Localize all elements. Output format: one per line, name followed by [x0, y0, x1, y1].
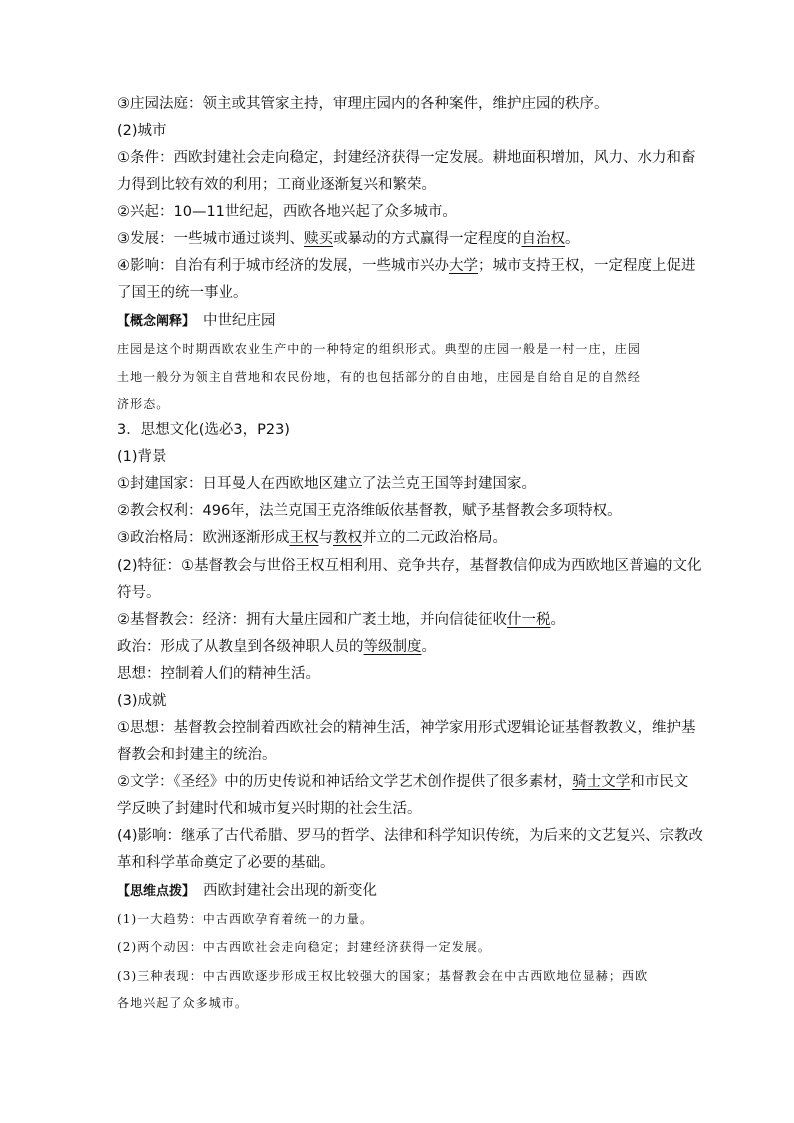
text-span: ③政治格局：欧洲逐渐形成 [117, 530, 290, 546]
text-span: 。 [565, 231, 580, 247]
concept-title: 中世纪庄园 [203, 313, 276, 329]
text-span: ；城市支持王权，一定程度上促进 [478, 258, 696, 274]
concept-text-line-2: 土地一般分为领主自营地和农民份地，有的也包括部分的自由地，庄园是自给自足的自然经 [117, 370, 642, 384]
thinking-point-2: (2)两个动因：中古西欧社会走向稳定；封建经济获得一定发展。 [117, 940, 492, 954]
underlined-term: 王权 [289, 530, 319, 546]
text-span: 与 [318, 530, 333, 546]
thought-heading: 3．思想文化(选必3，P23) [117, 422, 290, 438]
text-span: 政治：形成了从教皇到各级神职人员的 [117, 639, 364, 655]
achievement-literature-line-1 [117, 772, 688, 792]
text-span: ②基督教会：经济：拥有大量庄园和广袤土地，并向信徒征收 [117, 612, 507, 628]
background-line-2: ②教会权利：496年，法兰克国王克洛维皈依基督教，赋予基督教会多项特权。 [117, 503, 622, 519]
city-heading: (2)城市 [117, 123, 167, 139]
text-span: 或暴动的方式赢得一定程度的 [333, 231, 522, 247]
text-span: ②文学：《圣经》中的历史传说和神话给文学艺术创作提供了很多素材， [117, 774, 573, 790]
text-span: 。 [421, 639, 436, 655]
text-span: 和市民文 [630, 774, 689, 790]
city-influence-line-2: 了国王的统一事业。 [117, 285, 248, 301]
text-span: ④影响：自治有利于城市经济的发展，一些城市兴办 [117, 258, 449, 274]
thinking-point-3-line-2: 各地兴起了众多城市。 [117, 996, 249, 1010]
achievement-thought-line-1: ①思想：基督教会控制着西欧社会的精神生活，神学家用形式逻辑论证基督教教义，维护基 [117, 720, 696, 736]
concept-text-line-3: 济形态。 [117, 397, 170, 411]
city-development-line [117, 229, 580, 249]
achievement-literature-line-2: 学反映了封建时代和城市复兴时期的社会生活。 [117, 801, 422, 817]
thinking-point-1: (1)一大趋势：中古西欧孕育着统一的力量。 [117, 912, 374, 926]
church-thought-line: 思想：控制着人们的精神生活。 [117, 666, 320, 682]
city-rise-line: ②兴起：10—11世纪起，西欧各地兴起了众多城市。 [117, 204, 457, 220]
underlined-term: 赎买 [304, 231, 333, 247]
church-economy-line [117, 610, 565, 630]
concept-text-line-1: 庄园是这个时期西欧农业生产中的一种特定的组织形式。典型的庄园一般是一村一庄，庄园 [117, 342, 642, 356]
text-span: ③发展：一些城市通过谈判、 [117, 231, 304, 247]
impact-line-1: (4)影响：继承了古代希腊、罗马的哲学、法律和科学知识传统，为后来的文艺复兴、宗教改 [117, 828, 704, 844]
thinking-point-3-line-1: (3)三种表现：中古西欧逐步形成王权比较强大的国家；基督教会在中古西欧地位显赫；西欧 [117, 969, 649, 983]
background-line-3 [117, 528, 507, 548]
concept-tag: 【概念阐释】 [117, 314, 196, 329]
achievement-thought-line-2: 督教会和封建主的统治。 [117, 747, 277, 763]
impact-line-2: 革和科学革命奠定了必要的基础。 [117, 855, 335, 871]
background-heading: (1)背景 [117, 449, 167, 465]
background-line-1: ①封建国家：日耳曼人在西欧地区建立了法兰克王国等封建国家。 [117, 476, 536, 492]
thinking-tag: 【思维点拨】 [117, 884, 196, 899]
thinking-heading [117, 881, 377, 902]
underlined-term: 什一税 [507, 612, 551, 628]
thinking-title: 西欧封建社会出现的新变化 [203, 883, 378, 899]
church-politics-line [117, 637, 436, 657]
underlined-term: 教权 [333, 530, 362, 546]
underlined-term: 等级制度 [363, 639, 422, 655]
city-condition-line-2: 力得到比较有效的利用；工商业逐渐复兴和繁荣。 [117, 177, 436, 193]
feature-line-2: 符号。 [117, 585, 161, 601]
feature-line-1: (2)特征：①基督教会与世俗王权互相利用、竞争共存，基督教信仰成为西欧地区普遍的文化 [117, 558, 702, 574]
underlined-term: 骑士文学 [572, 774, 631, 790]
underlined-term: 自治权 [521, 231, 565, 247]
underlined-term: 大学 [449, 258, 478, 274]
text-span: 。 [550, 612, 565, 628]
concept-heading [117, 311, 276, 332]
city-influence-line-1 [117, 256, 696, 276]
achievement-heading: (3)成就 [117, 693, 167, 709]
text-span: 并立的二元政治格局。 [362, 530, 507, 546]
city-condition-line-1: ①条件：西欧封建社会走向稳定，封建经济获得一定发展。耕地面积增加，风力、水力和畜 [117, 150, 696, 166]
manor-court-line: ③庄园法庭：领主或其管家主持，审理庄园内的各种案件，维护庄园的秩序。 [117, 96, 609, 112]
